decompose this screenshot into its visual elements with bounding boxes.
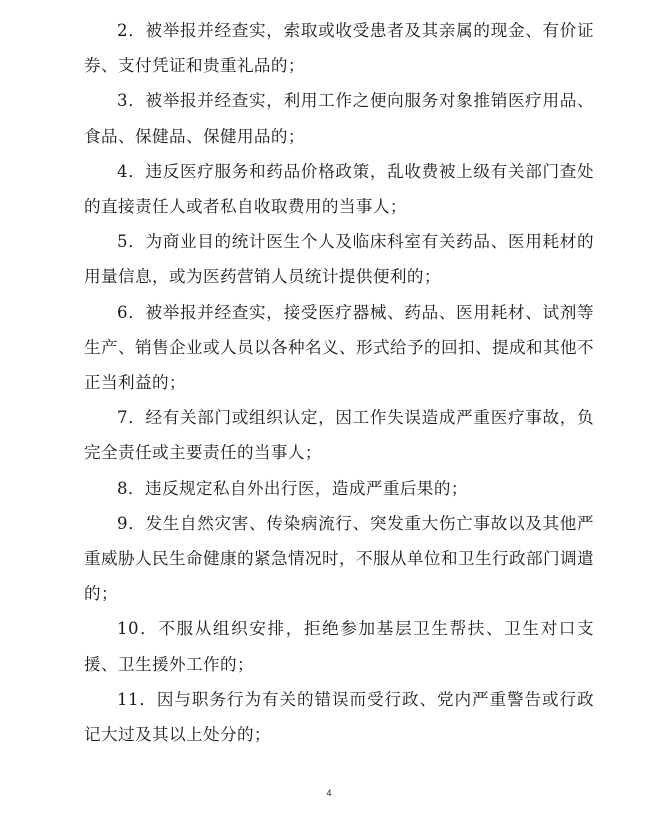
list-item: 6．被举报并经查实，接受医疗器械、药品、医用耗材、试剂等生产、销售企业或人员以各种名义、形式给予的回扣、提成和其他不正当利益的； [84, 302, 594, 393]
list-item: 11．因与职务行为有关的错误而受行政、党内严重警告或行政记大过及其以上处分的； [84, 689, 594, 745]
list-item: 10．不服从组织安排，拒绝参加基层卫生帮扶、卫生对口支援、卫生援外工作的； [84, 619, 594, 674]
list-item: 5．为商业目的统计医生个人及临床科室有关药品、医用耗材的用量信息，或为医药营销人员统计提供便利的； [84, 232, 594, 287]
list-item: 4．违反医疗服务和药品价格政策，乱收费被上级有关部门查处的直接责任人或者私自收取费用的当事人； [84, 161, 594, 217]
document-body [84, 13, 594, 752]
list-item: 7．经有关部门或组织认定，因工作失误造成严重医疗事故，负完全责任或主要责任的当事人； [84, 408, 594, 463]
list-item: 3．被举报并经查实，利用工作之便向服务对象推销医疗用品、食品、保健品、保健用品的； [84, 91, 594, 146]
page-number: 4 [326, 788, 332, 798]
list-item: 8．违反规定私自外出行医，造成严重后果的； [117, 478, 468, 498]
list-item: 9．发生自然灾害、传染病流行、突发重大伤亡事故以及其他严重威胁人民生命健康的紧急情况时，不服从单位和卫生行政部门调遣的； [84, 513, 594, 604]
list-item: 2．被举报并经查实，索取或收受患者及其亲属的现金、有价证券、支付凭证和贵重礼品的； [84, 21, 594, 76]
